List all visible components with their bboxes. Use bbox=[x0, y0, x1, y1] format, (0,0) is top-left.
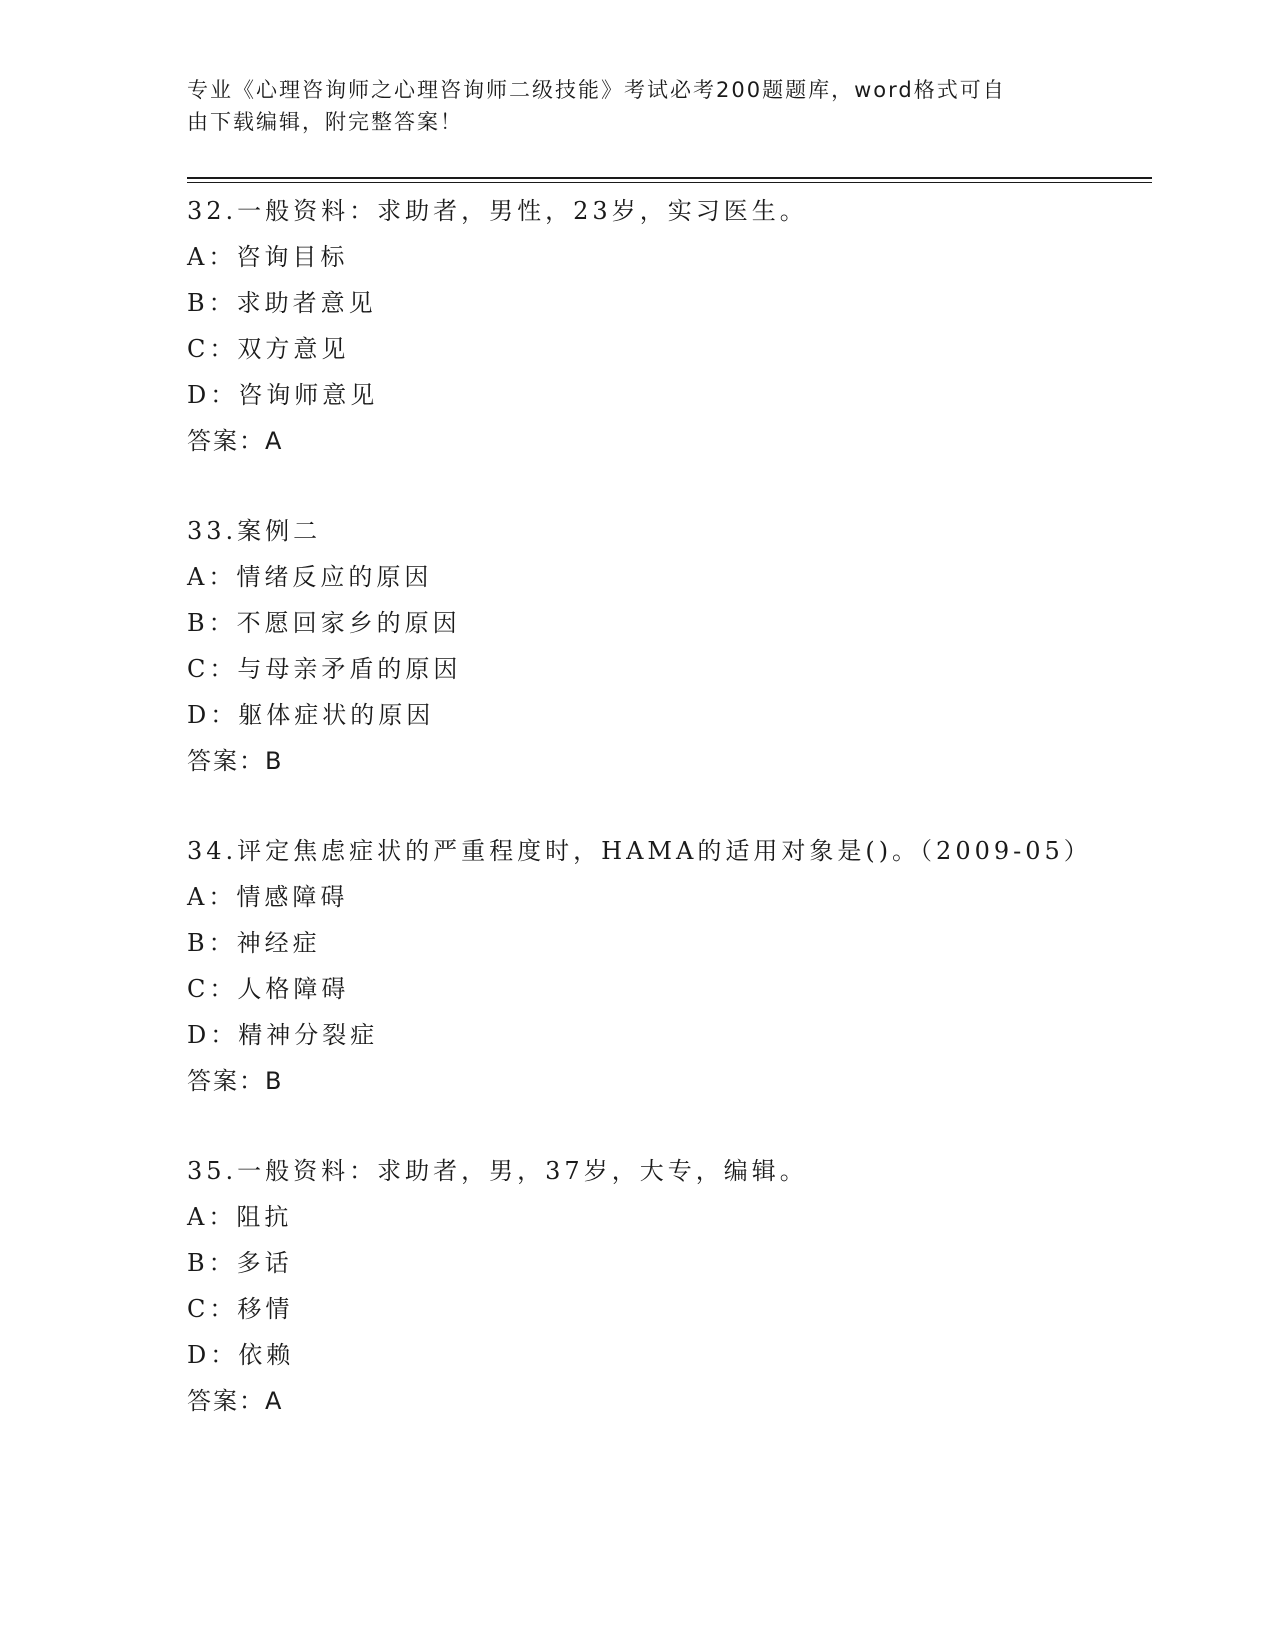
answer: 答案：B bbox=[187, 747, 284, 775]
option-b: B：神经症 bbox=[187, 929, 321, 957]
question-stem: 34.评定焦虑症状的严重程度时，HAMA的适用对象是()。（2009-05） bbox=[187, 837, 1092, 865]
question-34 bbox=[187, 828, 1147, 1104]
option-b: B：求助者意见 bbox=[187, 289, 377, 317]
option-c: C：双方意见 bbox=[187, 335, 350, 363]
header-divider-thin bbox=[187, 182, 1152, 183]
document-header bbox=[187, 74, 1067, 138]
question-33 bbox=[187, 508, 1147, 784]
option-d: D：躯体症状的原因 bbox=[187, 701, 435, 729]
question-stem: 33.案例二 bbox=[187, 517, 322, 545]
option-d: D：依赖 bbox=[187, 1341, 295, 1369]
option-d: D：咨询师意见 bbox=[187, 381, 379, 409]
option-b: B：不愿回家乡的原因 bbox=[187, 609, 461, 637]
option-a: A：情感障碍 bbox=[187, 883, 349, 911]
option-a: A：阻抗 bbox=[187, 1203, 293, 1231]
option-c: C：与母亲矛盾的原因 bbox=[187, 655, 462, 683]
header-divider bbox=[187, 177, 1152, 179]
answer: 答案：A bbox=[187, 1387, 284, 1415]
option-a: A：情绪反应的原因 bbox=[187, 563, 433, 591]
answer: 答案：A bbox=[187, 427, 284, 455]
answer: 答案：B bbox=[187, 1067, 284, 1095]
option-c: C：移情 bbox=[187, 1295, 294, 1323]
header-line-2: 由下载编辑，附完整答案！ bbox=[187, 110, 463, 134]
option-d: D：精神分裂症 bbox=[187, 1021, 379, 1049]
question-35 bbox=[187, 1148, 1147, 1424]
option-a: A：咨询目标 bbox=[187, 243, 349, 271]
question-32 bbox=[187, 188, 1147, 464]
question-stem: 35.一般资料：求助者，男，37岁，大专，编辑。 bbox=[187, 1157, 808, 1185]
header-line-1: 专业《心理咨询师之心理咨询师二级技能》考试必考200题题库，word格式可自 bbox=[187, 78, 1006, 102]
option-c: C：人格障碍 bbox=[187, 975, 350, 1003]
question-stem: 32.一般资料：求助者，男性，23岁，实习医生。 bbox=[187, 197, 808, 225]
option-b: B：多话 bbox=[187, 1249, 293, 1277]
